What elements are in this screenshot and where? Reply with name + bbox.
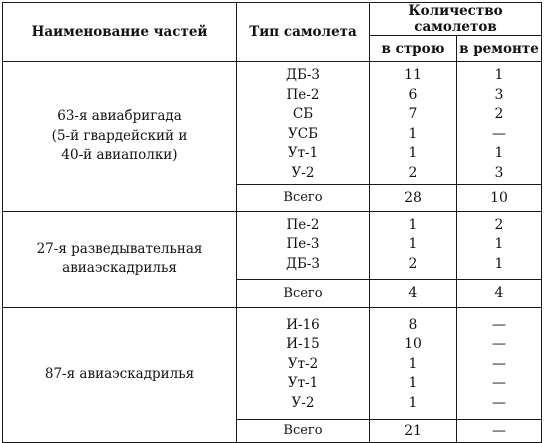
unit-cell (3, 211, 237, 307)
in-repair-count: — (492, 316, 506, 333)
header-in-repair: в ремонте (457, 36, 542, 62)
total-label: Всего (237, 419, 370, 442)
in-repair-count: 1 (494, 67, 504, 83)
in-service-cell (370, 211, 457, 279)
in-repair-count: — (492, 375, 506, 392)
in-repair-cell (457, 62, 542, 185)
in-repair-count: — (492, 355, 506, 372)
in-repair-count: 3 (494, 86, 504, 103)
aircraft-type: Пе-2 (286, 86, 320, 103)
in-repair-count: 1 (494, 255, 504, 272)
in-service-cell (370, 307, 457, 419)
in-repair-count: 1 (494, 145, 504, 162)
in-service-cell (370, 62, 457, 185)
table-row (3, 62, 542, 185)
aircraft-type: У-2 (291, 394, 315, 411)
total-in-repair: 4 (457, 279, 542, 307)
in-service-count: 1 (408, 216, 418, 233)
unit-name-line: авиаэскадрилья (62, 260, 177, 277)
aircraft-types-cell (237, 211, 370, 279)
in-service-count: 11 (404, 67, 422, 83)
in-repair-count: — (492, 336, 506, 353)
total-label: Всего (237, 184, 370, 211)
in-repair-count: 2 (494, 216, 504, 233)
header-in-service: в строю (370, 36, 457, 62)
in-service-count: 1 (408, 394, 418, 411)
aircraft-type: СБ (292, 106, 314, 123)
aircraft-type: ДБ-3 (285, 67, 321, 83)
total-in-repair: — (457, 419, 542, 442)
unit-cell (3, 307, 237, 442)
unit-name-line: (5-й гвардейский и (51, 127, 188, 144)
in-repair-cell (457, 307, 542, 419)
aircraft-types-cell (237, 307, 370, 419)
in-service-count: 2 (408, 164, 418, 181)
header-aircraft-type: Тип самолета (237, 3, 370, 62)
in-repair-count: 3 (494, 164, 504, 181)
in-repair-count: 2 (494, 106, 504, 123)
aircraft-type: Пе-3 (286, 236, 320, 253)
in-service-count: 6 (408, 86, 418, 103)
in-service-count: 1 (408, 355, 418, 372)
total-label: Всего (237, 279, 370, 307)
in-repair-count: — (492, 394, 506, 411)
total-in-service: 28 (370, 184, 457, 211)
aircraft-type: Ут-1 (287, 375, 319, 392)
total-in-service: 4 (370, 279, 457, 307)
aircraft-table (2, 2, 542, 443)
in-repair-count: 1 (494, 236, 504, 253)
aircraft-type: ДБ-3 (285, 255, 321, 272)
aircraft-type: Пе-2 (286, 216, 320, 233)
in-service-count: 8 (408, 316, 418, 333)
aircraft-type: Ут-2 (287, 355, 319, 372)
table-row (3, 211, 542, 279)
aircraft-type: И-15 (286, 336, 320, 353)
unit-name-line: 40-й авиаполки) (61, 147, 178, 164)
aircraft-type: У-2 (291, 164, 315, 181)
header-aircraft-count: Количество самолетов (370, 3, 542, 36)
aircraft-type: Ут-1 (287, 145, 319, 162)
in-repair-count: — (492, 125, 506, 142)
in-service-count: 1 (408, 375, 418, 392)
unit-cell (3, 62, 237, 212)
in-service-count: 1 (408, 145, 418, 162)
in-repair-cell (457, 211, 542, 279)
in-service-count: 7 (408, 106, 418, 123)
in-service-count: 1 (408, 125, 418, 142)
in-service-count: 10 (404, 336, 422, 353)
in-service-count: 2 (408, 255, 418, 272)
in-service-count: 1 (408, 236, 418, 253)
table-row (3, 307, 542, 419)
aircraft-type: И-16 (286, 316, 320, 333)
unit-name-line: 27-я разведывательная (36, 240, 203, 257)
unit-name-line: 63-я авиабригада (57, 108, 182, 125)
header-unit: Наименование частей (3, 3, 237, 62)
aircraft-types-cell (237, 62, 370, 185)
total-in-repair: 10 (457, 184, 542, 211)
unit-name-line: 87-я авиаэскадрилья (44, 365, 195, 382)
aircraft-type: УСБ (287, 125, 318, 142)
total-in-service: 21 (370, 419, 457, 442)
